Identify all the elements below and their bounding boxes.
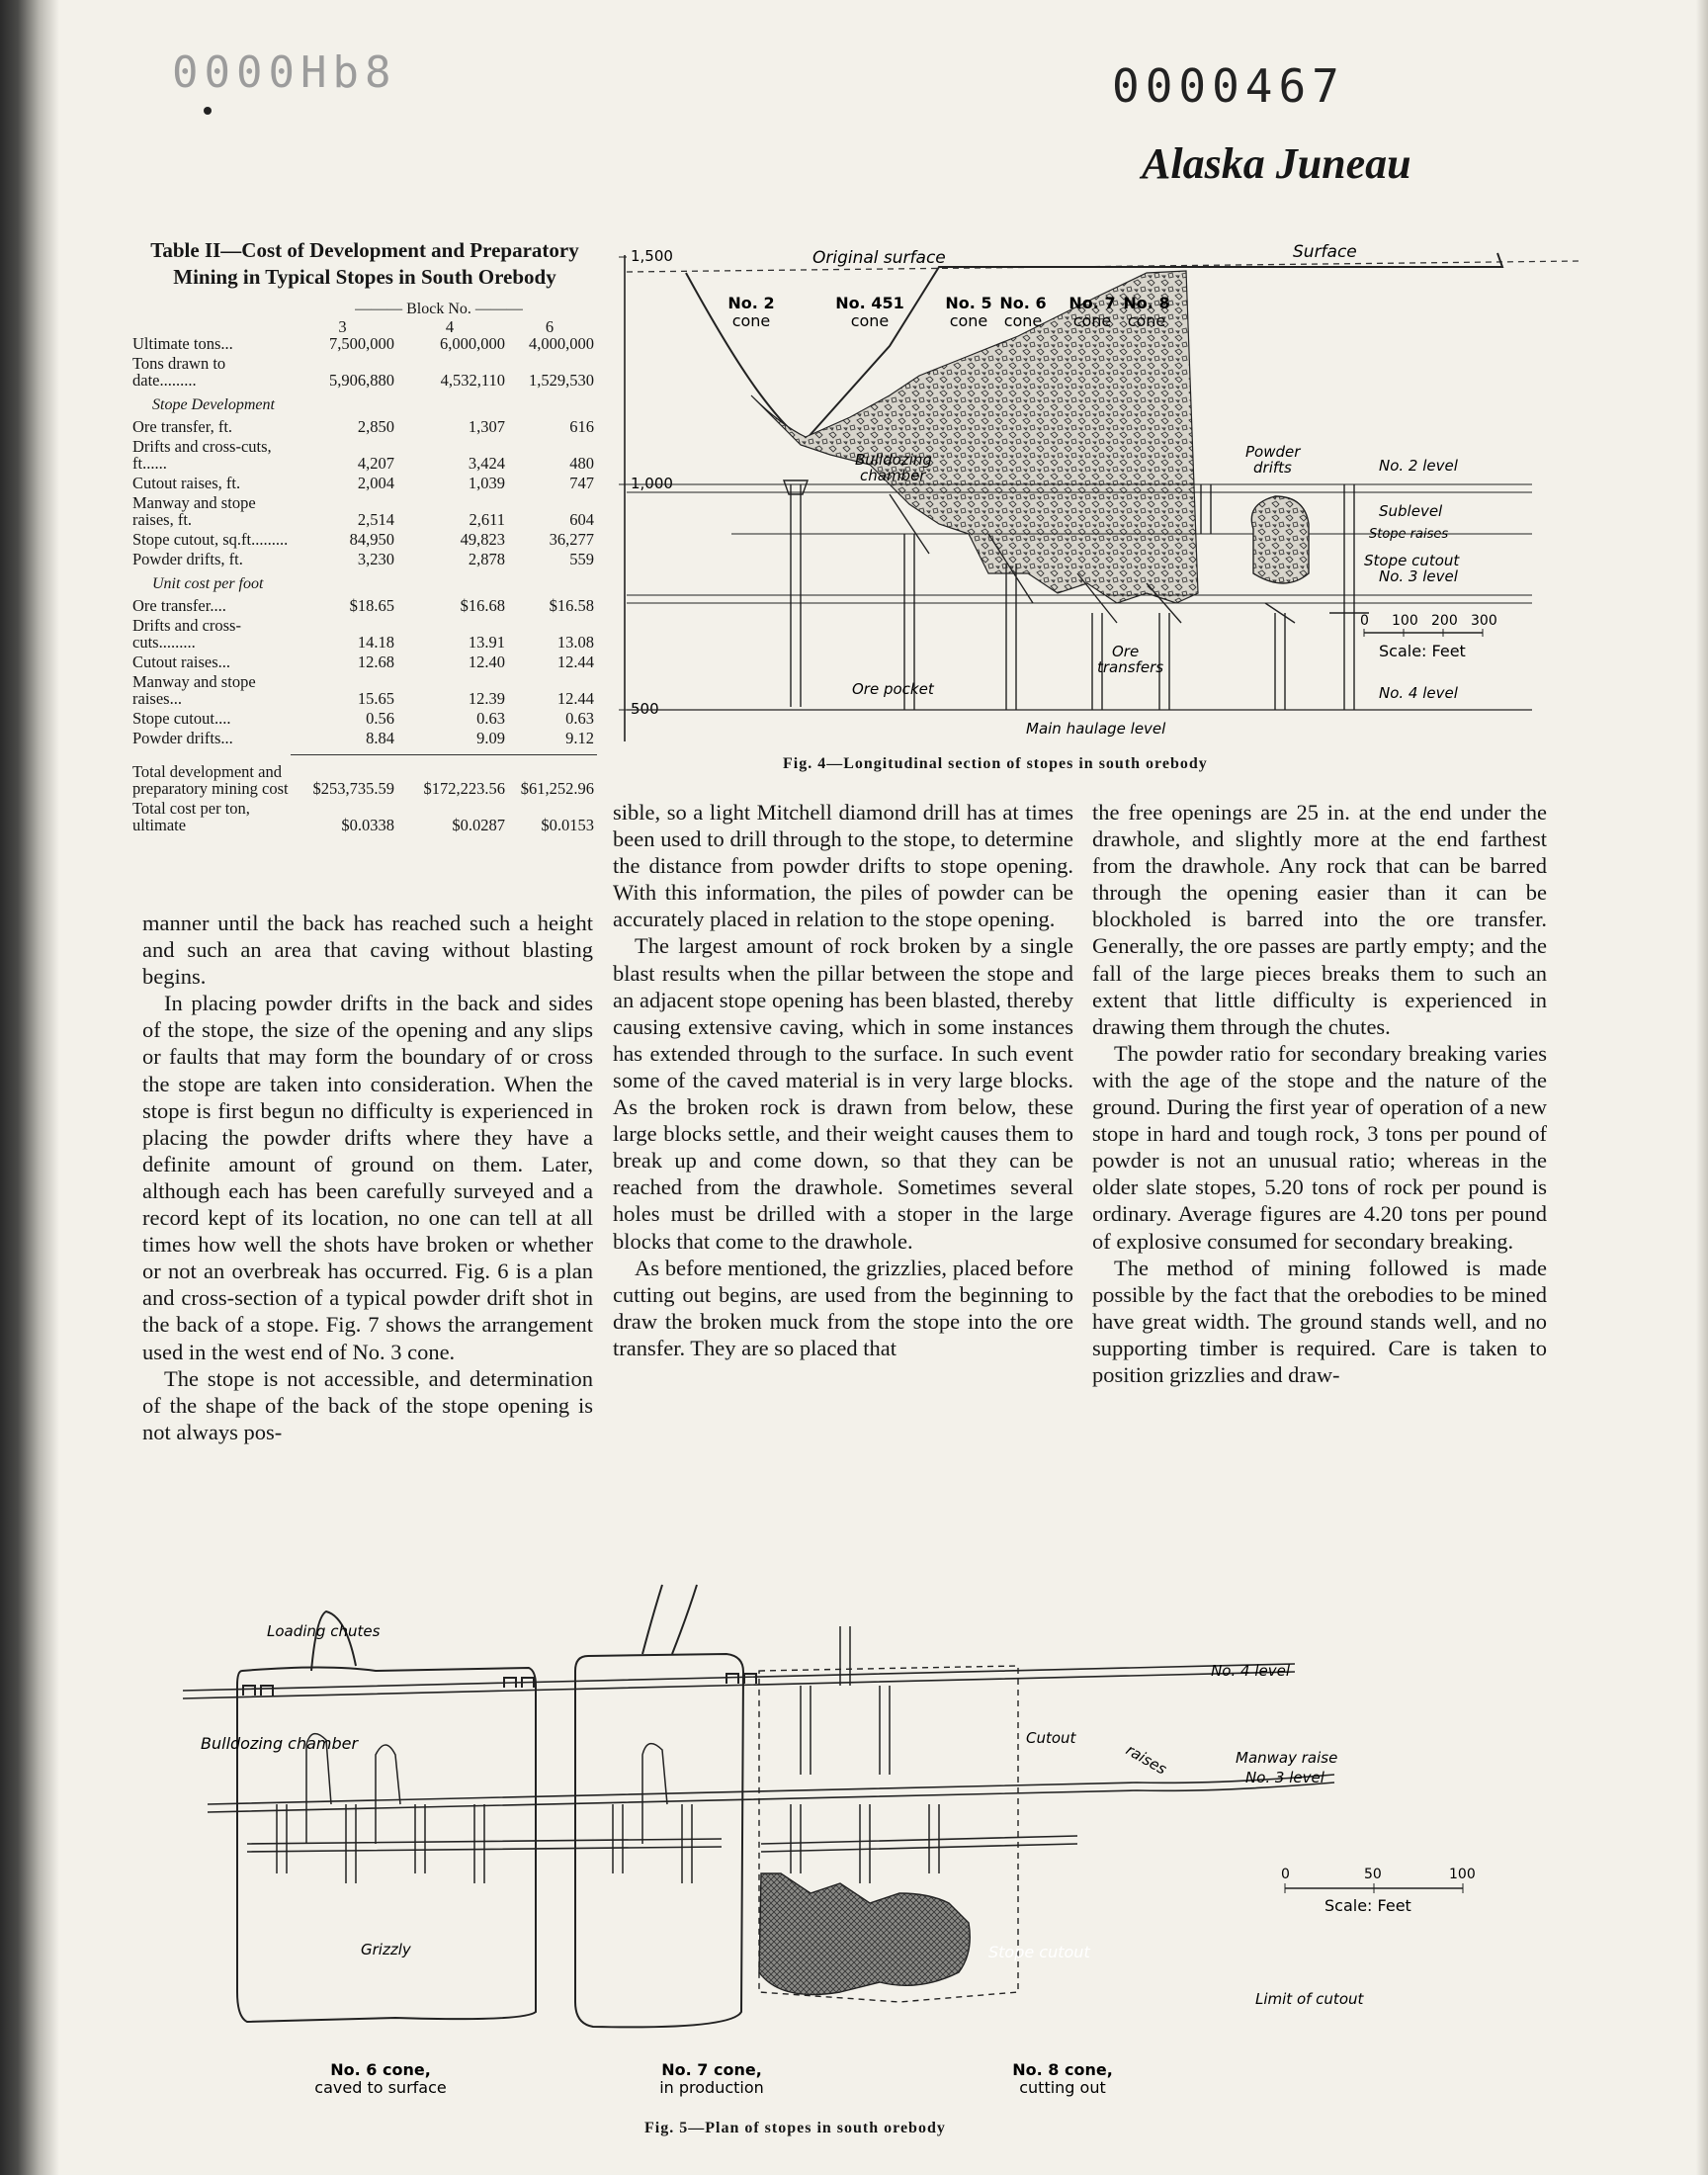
table-cell: $253,735.59 <box>312 779 394 798</box>
table-cell: 12.44 <box>556 689 594 708</box>
table-row <box>132 730 597 746</box>
table-row-label: Ultimate tons... <box>132 334 233 353</box>
table-row <box>132 617 597 651</box>
scale-tick: 200 <box>1431 613 1458 629</box>
table-cell: $0.0338 <box>341 816 394 834</box>
table-row-label: Stope cutout.... <box>132 709 231 728</box>
table-cell: $61,252.96 <box>520 779 594 798</box>
paragraph: The stope is not accessible, and determination of the shape of the back of the stope opening is not always pos- <box>142 1365 593 1444</box>
scale-label: Scale: Feet <box>1379 642 1466 660</box>
table-row-label: Drifts and cross-cuts, ft...... <box>132 437 272 473</box>
ore-label: Ore <box>1112 643 1140 660</box>
running-header: Alaska Juneau <box>1142 139 1411 188</box>
table-cell: 0.63 <box>476 709 505 728</box>
table-cell: 13.91 <box>468 633 505 652</box>
ink-dot <box>204 107 212 115</box>
table-row <box>132 673 597 707</box>
elevation-1500: 1,500 <box>631 247 673 265</box>
no4-level-label: No. 4 level <box>1211 1662 1290 1680</box>
cone-name-label: No. 8 <box>1123 294 1170 312</box>
no8-stope-cutout <box>759 1873 970 1995</box>
table-cell: $18.65 <box>349 596 394 615</box>
table-section-heading: Stope Development <box>152 396 275 413</box>
table-row-label: Tons drawn to date......... <box>132 354 226 390</box>
scale-tick: 0 <box>1281 1867 1290 1882</box>
table-cell: 12.40 <box>468 652 505 671</box>
table-cell: 6,000,000 <box>440 334 505 353</box>
scale-tick: 50 <box>1364 1867 1382 1882</box>
scale-tick: 100 <box>1392 613 1418 629</box>
scale-label: Scale: Feet <box>1324 1896 1411 1915</box>
table-cell: $172,223.56 <box>423 779 505 798</box>
cone7-title: No. 7 cone, <box>661 2060 762 2079</box>
table-row-label: Powder drifts... <box>132 729 233 747</box>
cone-name-label: No. 451 <box>835 294 904 312</box>
cone-sub-label: cone <box>949 311 988 330</box>
main-haulage-label: Main haulage level <box>1026 720 1166 738</box>
table-cell: 84,950 <box>349 530 394 549</box>
transfers-label: transfers <box>1097 658 1164 676</box>
fig5-scale-bar <box>1281 1867 1476 1915</box>
branch-drifts <box>277 1626 939 1883</box>
fig4-longitudinal-section <box>593 237 1591 751</box>
cone7-status: in production <box>659 2078 764 2097</box>
table-column-headers: 3 4 6 <box>338 317 555 336</box>
body-column-1 <box>142 910 593 1445</box>
table-cell: 4,000,000 <box>529 334 594 353</box>
no3-level-drift <box>208 1775 1334 1812</box>
table-cell: 616 <box>569 417 594 436</box>
cone8-status: cutting out <box>1019 2078 1106 2097</box>
cone-sub-label: cone <box>850 311 890 330</box>
table-cell: 2,514 <box>357 510 394 529</box>
table-row-label: Total development and preparatory mining cost <box>132 762 289 798</box>
table-row-label: Drifts and cross-cuts......... <box>132 616 241 652</box>
table-cell: 4,207 <box>357 454 394 473</box>
cone-name-label: No. 7 <box>1068 294 1116 312</box>
table-row <box>132 418 597 435</box>
table-row <box>132 710 597 727</box>
table-row <box>132 551 597 567</box>
table-row <box>132 531 597 548</box>
paragraph: In placing powder drifts in the back and sides of the stope, the size of the opening and any slips or faults that may form the boundary of or cross the stope are taken into consideration. When the stope is first begun no difficulty is experienced in placing the powder drifts where they have a definite amount of ground on them. Later, although each has been carefully surveyed and a record kept of its location, no one can tell at all times how well the shots have broken or whether or not an overbreak has occurred. Fig. 6 is a plan and cross-section of a typical powder drift shot in the back of a stope. Fig. 7 shows the arrangement used in the west end of No. 3 cone. <box>142 991 593 1364</box>
table-cell: 1,529,530 <box>529 371 594 390</box>
elevation-500: 500 <box>631 700 659 718</box>
paragraph: The powder ratio for secondary breaking varies with the age of the stope and the nature of the ground. During the first year of operation of a new stope in hard and tough rock, 3 tons per pound of powder is not an unusual ratio; whereas in the older slate stopes, 5.20 tons of rock per pound is ordinary. Average figures are 4.20 tons per pound of explosive consumed for secondary breaking. <box>1092 1040 1547 1254</box>
table-cell: 9.09 <box>476 729 505 747</box>
table-cell: 14.18 <box>357 633 394 652</box>
table-rows-tonnage <box>132 335 597 389</box>
body-column-3 <box>1092 799 1547 1388</box>
table-cell: 3,230 <box>357 550 394 568</box>
table-row <box>132 494 597 528</box>
cone6-outline <box>237 1668 536 2023</box>
table-cell: 2,611 <box>469 510 505 529</box>
cone-sub-label: cone <box>1003 311 1043 330</box>
table-row-label: Stope cutout, sq.ft......... <box>132 530 289 549</box>
table-block-header: ——— Block No. ——— <box>355 301 523 317</box>
bulldozing-chamber-label: Bulldozing chamber <box>201 1734 359 1753</box>
cone-name-label: No. 6 <box>999 294 1047 312</box>
table-cell: 12.39 <box>468 689 505 708</box>
scale-tick: 0 <box>1360 613 1369 629</box>
table-cell: 747 <box>569 474 594 492</box>
no2-level-label: No. 2 level <box>1379 457 1458 475</box>
cone-sub-label: cone <box>1127 311 1166 330</box>
table-cell: 49,823 <box>460 530 505 549</box>
table-row <box>132 597 597 614</box>
table-cell: 480 <box>569 454 594 473</box>
raises-label: raises <box>1123 1740 1170 1779</box>
table-cell: 559 <box>569 550 594 568</box>
table-cell: 15.65 <box>357 689 394 708</box>
table-cell: $0.0153 <box>541 816 594 834</box>
original-surface-label: Original surface <box>812 248 946 268</box>
table-rule <box>291 754 597 755</box>
table-rows-unit-cost <box>132 597 597 746</box>
table-row <box>132 653 597 670</box>
cone-labels <box>727 294 1169 330</box>
cone-sub-label: cone <box>731 311 771 330</box>
stope-raises-label: Stope raises <box>1369 527 1449 542</box>
scale-tick: 100 <box>1449 1867 1476 1882</box>
table-row-label: Cutout raises... <box>132 652 230 671</box>
mirrored-page-stamp: 8dH0000 <box>166 47 391 98</box>
table-cell: 0.56 <box>366 709 394 728</box>
table-cell: 13.08 <box>556 633 594 652</box>
fig5-plan-of-stopes <box>148 1577 1552 2111</box>
table-cell: 3,424 <box>468 454 505 473</box>
ore-pocket-label: Ore pocket <box>852 680 934 698</box>
powder-label: Powder <box>1245 443 1301 461</box>
no4-level-label: No. 4 level <box>1379 684 1458 702</box>
page-number-stamp: 0000467 <box>1112 59 1345 113</box>
drifts-label: drifts <box>1253 459 1292 477</box>
table-row <box>132 335 597 352</box>
stope-cutout-label: Stope cutout <box>1364 552 1460 569</box>
paragraph: As before mentioned, the grizzlies, placed before cutting out begins, are used from the beginning to draw the broken muck from the stope into the ore transfer. They are so placed that <box>613 1255 1073 1360</box>
loading-chutes-label: Loading chutes <box>267 1622 381 1640</box>
table-cell: 2,850 <box>357 417 394 436</box>
table-row-label: Manway and stope raises, ft. <box>132 493 256 529</box>
table-cell: $16.68 <box>460 596 505 615</box>
table-row-label: Ore transfer.... <box>132 596 226 615</box>
no3-level-label: No. 3 level <box>1379 567 1458 585</box>
table-cell: 9.12 <box>565 729 594 747</box>
chamber-label: chamber <box>860 467 926 484</box>
table-rows-development <box>132 418 597 567</box>
table-row-label: Cutout raises, ft. <box>132 474 241 492</box>
stope-cutout-label: Stope cutout <box>988 1943 1090 1961</box>
paragraph: The method of mining followed is made possible by the fact that the orebodies to be mined have great width. The ground stands well, and no supporting timber is required. Care is taken to position grizzlies and draw- <box>1092 1255 1547 1387</box>
table-cell: 12.44 <box>556 652 594 671</box>
manway-raise-label: Manway raise <box>1236 1749 1338 1767</box>
table-cell: 604 <box>569 510 594 529</box>
elevation-1000: 1,000 <box>631 475 673 492</box>
paragraph: sible, so a light Mitchell diamond drill has at times been used to drill through to the stope, to determine the distance from powder drifts to stope opening. With this information, the piles of powder can be accurately placed in relation to the stope opening. <box>613 800 1073 932</box>
cone8-title: No. 8 cone, <box>1012 2060 1113 2079</box>
cost-table <box>132 237 597 836</box>
limit-of-cutout-label: Limit of cutout <box>1255 1990 1364 2008</box>
cone6-status: caved to surface <box>314 2078 447 2097</box>
table-row <box>132 800 597 833</box>
table-row-label: Total cost per ton, ultimate <box>132 799 250 834</box>
grizzly-label: Grizzly <box>361 1941 411 1958</box>
table-cell: 7,500,000 <box>329 334 394 353</box>
cutout-label: Cutout <box>1026 1729 1076 1747</box>
paragraph: the free openings are 25 in. at the end under the drawhole, and slightly more at the end farthest from the drawhole. Any rock that can be barred through the opening easier than it can be blockholed is barred into the ore transfer. Generally, the ore passes are partly empty; and the fall of the large pieces breaks them to such an extent that little difficulty is experienced in drawing them through the chutes. <box>1092 800 1547 1039</box>
table-title: Table II—Cost of Development and Preparatory Mining in Typical Stopes in South Orebody <box>150 238 579 289</box>
table-row <box>132 438 597 472</box>
table-row-label: Manway and stope raises... <box>132 672 256 708</box>
table-row-label: Powder drifts, ft. <box>132 550 243 568</box>
table-rows-total <box>132 763 597 833</box>
table-cell: 1,039 <box>468 474 505 492</box>
scan-shadow-left <box>0 0 59 2175</box>
loading-chute-marks <box>243 1674 756 1696</box>
sublevel-label: Sublevel <box>1379 502 1443 520</box>
table-cell: 4,532,110 <box>440 371 505 390</box>
bulldozing-label: Bulldozing <box>855 451 932 469</box>
table-cell: $16.58 <box>549 596 594 615</box>
cone-name-label: No. 2 <box>727 294 775 312</box>
cone-name-label: No. 5 <box>945 294 992 312</box>
table-row <box>132 475 597 491</box>
no7-stope-cutout <box>1251 496 1309 583</box>
table-cell: 5,906,880 <box>329 371 394 390</box>
table-cell: 2,878 <box>468 550 505 568</box>
table-row-label: Ore transfer, ft. <box>132 417 233 436</box>
table-cell: 36,277 <box>549 530 594 549</box>
table-cell: 12.68 <box>357 652 394 671</box>
table-cell: 8.84 <box>366 729 394 747</box>
body-column-2 <box>613 799 1073 1361</box>
table-cell: 1,307 <box>468 417 505 436</box>
no3-level-label: No. 3 level <box>1245 1769 1324 1786</box>
paragraph: The largest amount of rock broken by a single blast results when the pillar between the stope and an adjacent stope opening has been blasted, thereby causing extensive caving, which in some instances has extended through to the surface. In such event some of the caved material is in very large blocks. As the broken rock is drawn from below, these large blocks settle, and their weight causes them to break up and come down, so that they can be reached from the drawhole. Sometimes several holes must be drilled with a stoper in the large blocks that come to the drawhole. <box>613 933 1073 1254</box>
scan-shadow-right <box>1696 0 1708 2175</box>
fig5-caption: Fig. 5—Plan of stopes in south orebody <box>644 2120 946 2136</box>
table-row <box>132 355 597 389</box>
fig4-scale-bar <box>1360 613 1497 660</box>
cone-sub-label: cone <box>1072 311 1112 330</box>
fig4-caption: Fig. 4—Longitudinal section of stopes in south orebody <box>783 755 1208 772</box>
table-cell: 0.63 <box>565 709 594 728</box>
scale-tick: 300 <box>1471 613 1497 629</box>
table-row <box>132 763 597 797</box>
table-cell: 2,004 <box>357 474 394 492</box>
cone6-title: No. 6 cone, <box>330 2060 431 2079</box>
surface-label: Surface <box>1293 242 1357 262</box>
paragraph: manner until the back has reached such a height and such an area that caving without blasting begins. <box>142 911 593 990</box>
table-section-heading: Unit cost per foot <box>152 575 264 592</box>
table-cell: $0.0287 <box>452 816 505 834</box>
